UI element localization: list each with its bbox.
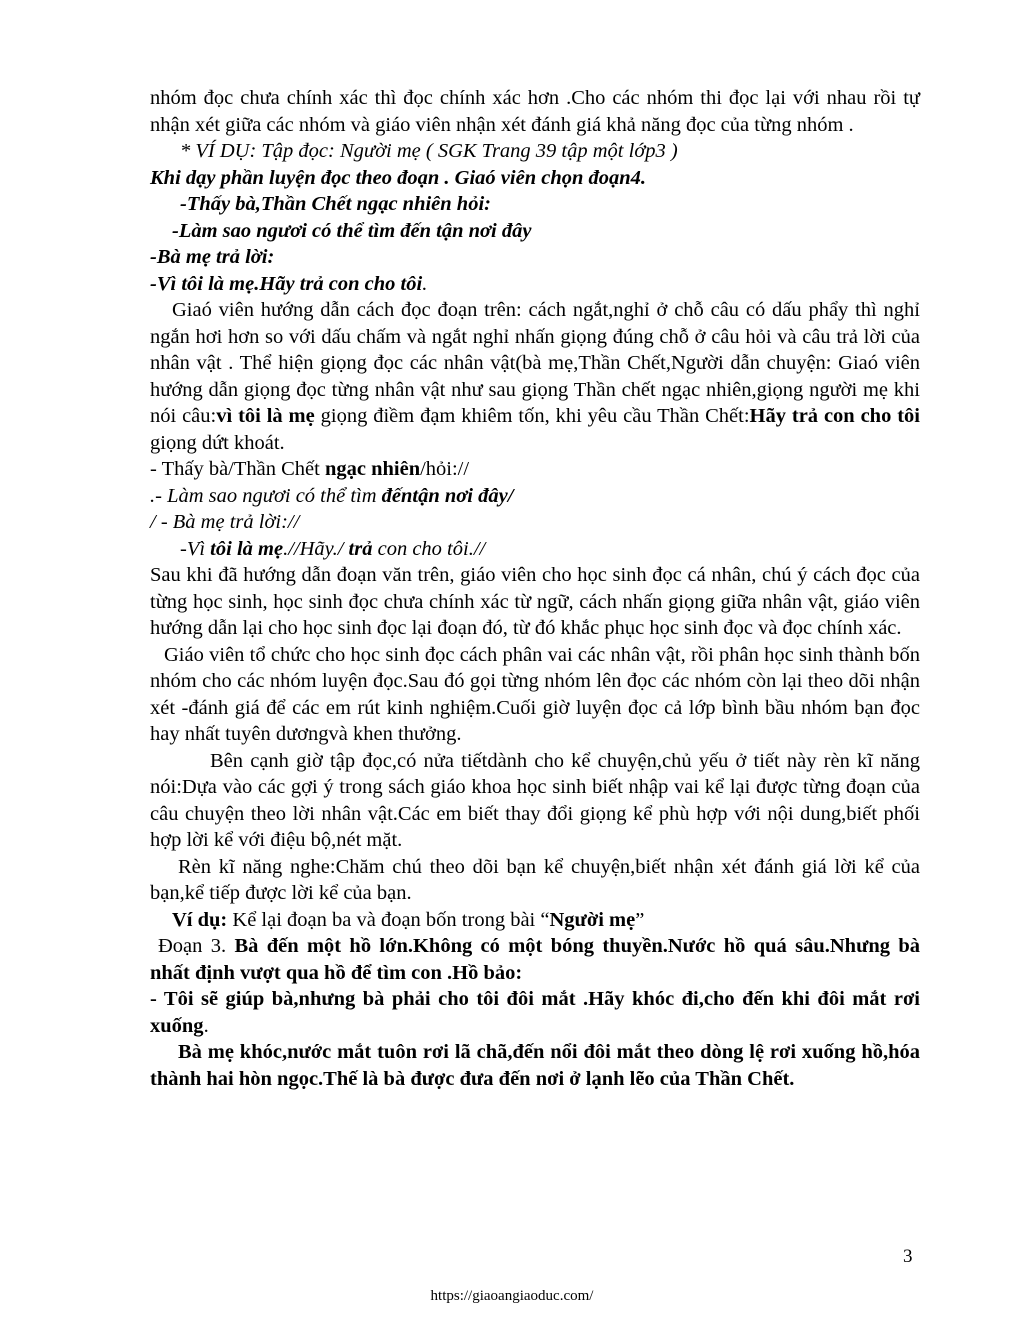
mark-line-2-a: .- Làm sao ngươi có thể tìm: [150, 484, 382, 507]
quote-line-4: [150, 271, 920, 298]
quote-line-2: -Làm sao ngươi có thể tìm đến tận nơi đây: [172, 219, 532, 242]
guide-text-e: giọng dứt khoát.: [150, 431, 285, 454]
guide-text-b: vì tôi là mẹ: [216, 405, 315, 427]
paragraph-listening: Rèn kĩ năng nghe:Chăm chú theo dõi bạn kể chuyện,biết nhận xét đánh giá lời kể của bạn,kể tiếp được lời kể của bạn.: [150, 855, 920, 904]
paragraph-after-1: Sau khi đã hướng dẫn đoạn văn trên, giáo viên cho học sinh đọc cá nhân, chú ý cách đọc của từng học sinh, học sinh đọc chưa chính xác từ ngữ, cách nhấn giọng giữa nhân vật, giáo viên hướng dẫn lại cho học sinh đọc lại đoạn đó, từ đó khắc phục học sinh đọc và đọc chính xác.: [150, 564, 920, 639]
mark-line-1: [150, 456, 920, 483]
mark-line-4-e: con cho tôi.//: [372, 537, 486, 560]
quote-line-4-text: -Vì tôi là mẹ.Hãy trả con cho tôi: [150, 272, 423, 295]
mark-line-4-a: -Vì: [180, 537, 211, 560]
paragraph-intro: nhóm đọc chưa chính xác thì đọc chính xác hơn .Cho các nhóm thi đọc lại với nhau rồi tự nhận xét giữa các nhóm và giáo viên nhận xét đánh giá khả năng đọc của từng nhóm .: [150, 87, 920, 136]
segment-3: [150, 933, 920, 986]
paragraph-guide: [150, 297, 920, 456]
mark-line-4-d: trả: [348, 537, 373, 560]
mark-line-1-c: /hỏi://: [420, 458, 470, 480]
quote-line-3: -Bà mẹ trả lời:: [150, 246, 275, 268]
mark-line-1-b: ngạc nhiên: [324, 458, 421, 480]
guide-text-c: giọng điềm đạm khiêm tốn, khi yêu cầu Thần Chết:: [314, 405, 750, 427]
paragraph-storytelling: Bên cạnh giờ tập đọc,có nửa tiếtdành cho kể chuyện,chủ yếu ở tiết này rèn kĩ năng nói:Dựa vào các gợi ý trong sách giáo khoa học sinh biết nhập vai kể lại được từng đoạn của câu chuyện theo lời nhân vật.Các em biết thay đổi giọng kể phù hợp với nội dung,biết phối hợp lời kể với điệu bộ,nét mặt.: [150, 749, 920, 851]
segment-3-dialogue-text: - Tôi sẽ giúp bà,nhưng bà phải cho tôi đôi mắt .Hãy khóc đi,cho đến khi đôi mắt rơi xuống: [150, 988, 920, 1037]
example-2-text: Kể lại đoạn ba và đoạn bốn trong bài “: [227, 908, 550, 931]
document-body: [150, 85, 920, 1092]
guide-text-d: Hãy trả con cho tôi: [749, 405, 920, 427]
mark-line-4-c: .//Hãy./: [283, 537, 349, 560]
guide-text-a: Giaó viên hướng dẫn cách đọc đoạn trên: cách ngắt,nghỉ ở chỗ câu có dấu phẩy thì nghỉ ngắn hơi hơn so với dấu chấm và ngắt nghỉ nhấn giọng đúng chỗ ở câu hỏi và câu trả lời của nhân vật . Thể hiện giọng đọc các nhân vật(bà mẹ,Thần Chết,Người dẫn chuyện: Giaó viên hướng dẫn giọng đọc từng nhân vật như sau giọng Thần chết ngạc nhiên,giọng người mẹ khi nói câu:: [150, 299, 920, 427]
segment-3-dialogue-end: .: [203, 1014, 209, 1037]
example-2-label: Ví dụ:: [172, 908, 228, 931]
segment-3-ending: Bà mẹ khóc,nước mắt tuôn rơi lã chã,đến nổi đôi mắt theo dòng lệ rơi xuống hồ,hóa thành hai hòn ngọc.Thế là bà được đưa đến nơi ở lạnh lẽo của Thần Chết.: [150, 1041, 920, 1090]
lesson-note: Khi dạy phần luyện đọc theo đoạn . Giaó viên chọn đoạn4.: [150, 166, 647, 189]
mark-line-2: [150, 483, 920, 510]
segment-3-label: Đoạn 3.: [158, 935, 235, 957]
mark-line-2-b: đếntận nơi đây/: [381, 484, 514, 507]
mark-line-4-b: tôi là mẹ: [210, 537, 284, 560]
quote-line-4-end: .: [422, 272, 428, 295]
footer-url[interactable]: https://giaoangiaoduc.com/: [430, 1288, 594, 1304]
example-2-close: ”: [635, 908, 645, 931]
segment-3-dialogue: [150, 986, 920, 1039]
example-2-title: Người mẹ: [549, 908, 636, 931]
quote-line-1: -Thấy bà,Thần Chết ngạc nhiên hỏi:: [180, 193, 491, 215]
mark-line-3: / - Bà mẹ trả lời://: [150, 511, 300, 533]
page-number: 3: [903, 1246, 913, 1267]
mark-line-4: [150, 536, 920, 563]
example-2: [150, 907, 920, 934]
mark-line-1-a: - Thấy bà/Thần Chết: [150, 458, 325, 480]
example-heading: * VÍ DỤ: Tập đọc: Người mẹ ( SGK Trang 39 tập một lớp3 ): [180, 140, 678, 162]
segment-3-text: Bà đến một hồ lớn.Không có một bóng thuyền.Nước hồ quá sâu.Nhưng bà nhất định vượt qua hồ để tìm con .Hồ bảo:: [150, 935, 920, 984]
paragraph-after-2: Giáo viên tổ chức cho học sinh đọc cách phân vai các nhân vật, rồi phân học sinh thành bốn nhóm cho các nhóm luyện đọc.Sau đó gọi từng nhóm lên đọc các nhóm còn lại theo dõi nhận xét -đánh giá để các em rút kinh nghiệm.Cuối giờ luyện đọc cả lớp bình bầu nhóm bạn đọc hay nhất tuyên dươngvà khen thưởng.: [150, 643, 920, 745]
